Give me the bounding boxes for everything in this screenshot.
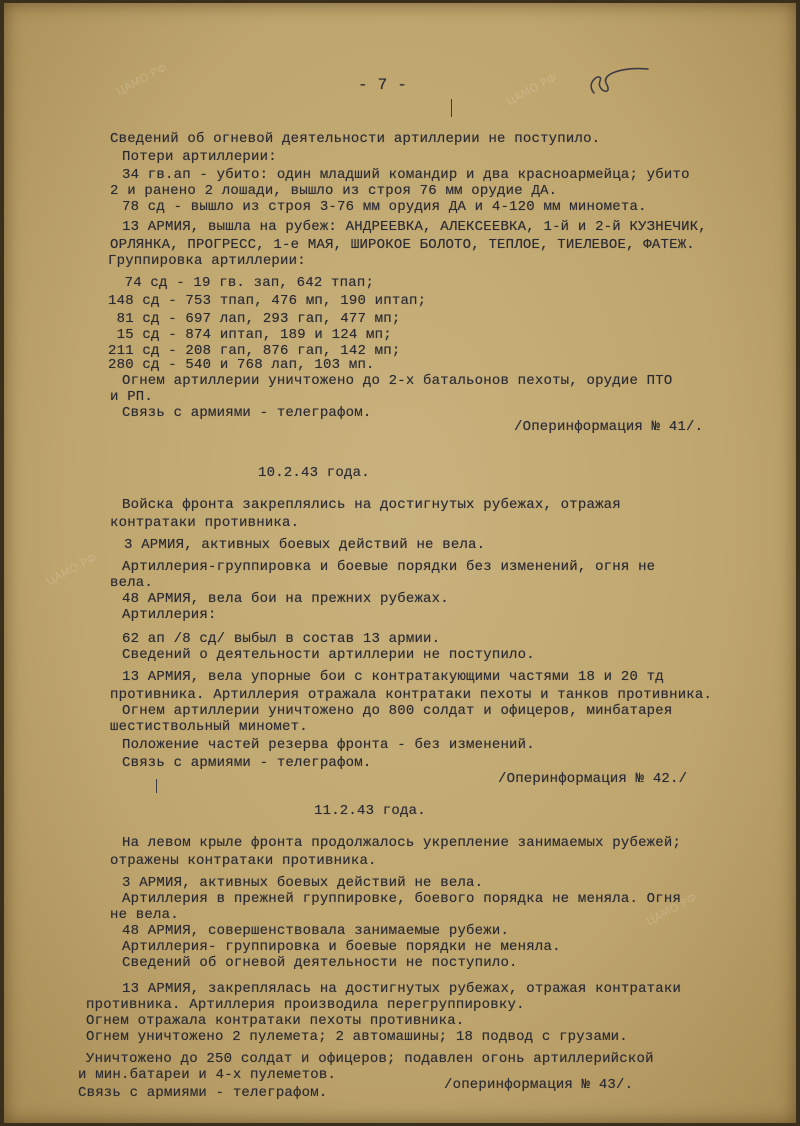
reference-line: /Оперинформация № 42./ (498, 771, 688, 787)
text-line: Сведений об огневой деятельности артиллерии не поступило. (110, 131, 601, 147)
text-line: 148 сд - 753 тпап, 476 мп, 190 иптап; (108, 293, 427, 309)
text-line: Артиллерия-группировка и боевые порядки без изменений, огня не (122, 559, 656, 575)
text-line: Связь с армиями - телеграфом. (122, 405, 372, 421)
text-line: Артиллерия- группировка и боевые порядки не меняла. (122, 939, 561, 955)
watermark: ЦАМО РФ (114, 60, 170, 99)
section-date: 10.2.43 года. (258, 465, 370, 481)
text-line: На левом крыле фронта продолжалось укрепление занимаемых рубежей; (122, 835, 682, 851)
text-line: контратаки противника. (110, 515, 300, 531)
text-line: 13 АРМИЯ, вышла на рубеж: АНДРЕЕВКА, АЛЕКСЕЕВКА, 1-й и 2-й КУЗНЕЧИК, (122, 219, 707, 235)
text-line: шестиствольный миномет. (110, 719, 308, 735)
text-line: 3 АРМИЯ, активных боевых действий не вела. (124, 537, 486, 553)
text-line: Огнем артиллерии уничтожено до 2-х батальонов пехоты, орудие ПТО (122, 373, 673, 389)
text-line: вела. (110, 575, 154, 591)
text-line: Огнем отражала контратаки пехоты противника. (86, 1013, 465, 1029)
text-line: Связь с армиями - телеграфом. (122, 755, 372, 771)
text-line: и РП. (110, 389, 154, 405)
text-line: Связь с армиями - телеграфом. (78, 1085, 328, 1101)
watermark: ЦАМО РФ (644, 890, 700, 929)
text-line: 62 ап /8 сд/ выбыл в состав 13 армии. (122, 631, 441, 647)
text-line: 280 сд - 540 и 768 лап, 103 мп. (108, 357, 375, 373)
text-line: Войска фронта закреплялись на достигнутых рубежах, отражая (122, 497, 621, 513)
text-line: 48 АРМИЯ, совершенствовала занимаемые рубежи. (122, 923, 510, 939)
text-line: 13 АРМИЯ, вела упорные бои с контратакующими частями 18 и 20 тд (122, 669, 664, 685)
text-line: Огнем уничтожено 2 пулемета; 2 автомашины; 18 подвод с грузами. (86, 1029, 628, 1045)
text-line: 48 АРМИЯ, вела бои на прежних рубежах. (122, 591, 449, 607)
text-line: 81 сд - 697 лап, 293 гап, 477 мп; (108, 311, 401, 327)
text-line: 34 гв.ап - убито: один младший командир и два красноармейца; убито (122, 167, 690, 183)
section-date: 11.2.43 года. (314, 803, 426, 819)
reference-line: /оперинформация № 43/. (444, 1077, 634, 1093)
text-line: 15 сд - 874 иптап, 189 и 124 мп; (108, 327, 392, 343)
text-line: Уничтожено до 250 солдат и офицеров; подавлен огонь артиллерийской (86, 1051, 654, 1067)
text-line: 2 и ранено 2 лошади, вышло из строя 76 мм орудие ДА. (110, 183, 558, 199)
text-line: не вела. (110, 907, 179, 923)
text-line: 74 сд - 19 гв. зап, 642 тпап; (116, 275, 375, 291)
text-line: Потери артиллерии: (122, 149, 277, 165)
margin-mark (451, 99, 452, 117)
page-number: - 7 - (358, 76, 408, 94)
text-line: Огнем артиллерии уничтожено до 800 солдат и офицеров, минбатарея (122, 703, 673, 719)
text-line: Положение частей резерва фронта - без изменений. (122, 737, 535, 753)
text-line: Сведений о деятельности артиллерии не поступило. (122, 647, 535, 663)
handwritten-page-mark (584, 63, 664, 103)
document-body (4, 3, 796, 1123)
text-line: противника. Артиллерия отражала контратаки пехоты и танков противника. (110, 687, 713, 703)
text-line: Артиллерия: (122, 607, 217, 623)
text-line: и мин.батареи и 4-х пулеметов. (78, 1067, 337, 1083)
watermark: ЦАМО РФ (44, 550, 100, 589)
text-line: противника. Артиллерия производила перегруппировку. (86, 997, 525, 1013)
reference-line: /Оперинформация № 41/. (514, 419, 704, 435)
text-line: Группировка артиллерии: (108, 253, 306, 269)
text-line: ОРЛЯНКА, ПРОГРЕСС, 1-е МАЯ, ШИРОКОЕ БОЛОТО, ТЕПЛОЕ, ТИЕЛЕВОЕ, ФАТЕЖ. (110, 237, 695, 253)
text-line: 78 сд - вышло из строя 3-76 мм орудия ДА и 4-120 мм миномета. (122, 199, 647, 215)
text-line: Артиллерия в прежней группировке, боевого порядка не меняла. Огня (122, 891, 682, 907)
watermark: ЦАМО РФ (504, 70, 560, 109)
text-line: Сведений об огневой деятельности не поступило. (122, 955, 518, 971)
margin-mark (156, 779, 157, 793)
text-line: 13 АРМИЯ, закреплялась на достигнутых рубежах, отражая контратаки (122, 981, 682, 997)
text-line: 211 сд - 208 гап, 876 гап, 142 мп; (108, 343, 401, 359)
document-sheet (4, 3, 796, 1123)
text-line: отражены контратаки противника. (110, 853, 377, 869)
text-line: 3 АРМИЯ, активных боевых действий не вела. (122, 875, 484, 891)
